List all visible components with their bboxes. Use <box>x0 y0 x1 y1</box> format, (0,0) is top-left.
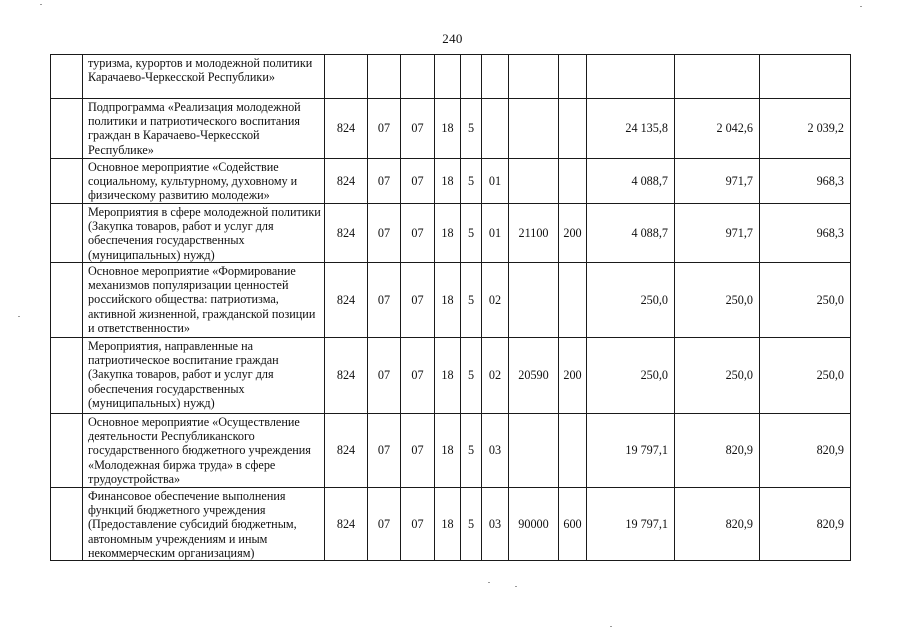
table-row <box>51 414 851 488</box>
subprogram-code: 5 <box>461 338 482 414</box>
subprogram-code <box>461 55 482 99</box>
ved-code <box>325 55 368 99</box>
amount-year-1: 250,0 <box>587 263 675 338</box>
subprogram-code: 5 <box>461 263 482 338</box>
subsection-code: 07 <box>401 99 435 159</box>
program-code: 18 <box>435 159 461 204</box>
amount-year-2: 820,9 <box>675 488 760 561</box>
subsection-code <box>401 55 435 99</box>
section-code: 07 <box>368 338 401 414</box>
subsection-code: 07 <box>401 159 435 204</box>
amount-year-2: 820,9 <box>675 414 760 488</box>
direction-code: 20590 <box>509 338 559 414</box>
amount-year-1: 4 088,7 <box>587 159 675 204</box>
direction-code <box>509 99 559 159</box>
expense-type-code: 600 <box>559 488 587 561</box>
amount-year-2 <box>675 55 760 99</box>
blank-cell <box>51 488 83 561</box>
item-name: Мероприятия в сфере молодежной политики (Закупка товаров, работ и услуг для обеспечения государственных (муниципальных) нужд) <box>83 204 325 263</box>
subprogram-code: 5 <box>461 99 482 159</box>
event-code: 01 <box>482 159 509 204</box>
expense-type-code: 200 <box>559 338 587 414</box>
amount-year-2: 2 042,6 <box>675 99 760 159</box>
amount-year-3: 250,0 <box>760 263 851 338</box>
table-row <box>51 204 851 263</box>
scan-speck <box>40 4 42 5</box>
amount-year-3: 2 039,2 <box>760 99 851 159</box>
amount-year-1: 19 797,1 <box>587 414 675 488</box>
expense-type-code <box>559 159 587 204</box>
program-code <box>435 55 461 99</box>
amount-year-3: 820,9 <box>760 414 851 488</box>
blank-cell <box>51 55 83 99</box>
event-code: 01 <box>482 204 509 263</box>
section-code: 07 <box>368 263 401 338</box>
section-code: 07 <box>368 99 401 159</box>
expense-type-code <box>559 55 587 99</box>
program-code: 18 <box>435 488 461 561</box>
table-row <box>51 99 851 159</box>
program-code: 18 <box>435 414 461 488</box>
amount-year-2: 250,0 <box>675 263 760 338</box>
event-code <box>482 99 509 159</box>
scan-speck <box>18 316 20 317</box>
subsection-code: 07 <box>401 338 435 414</box>
table-row <box>51 159 851 204</box>
event-code: 02 <box>482 263 509 338</box>
event-code <box>482 55 509 99</box>
direction-code <box>509 159 559 204</box>
table-row <box>51 338 851 414</box>
amount-year-1: 19 797,1 <box>587 488 675 561</box>
subsection-code: 07 <box>401 414 435 488</box>
blank-cell <box>51 159 83 204</box>
ved-code: 824 <box>325 159 368 204</box>
event-code: 03 <box>482 414 509 488</box>
ved-code: 824 <box>325 204 368 263</box>
amount-year-1: 4 088,7 <box>587 204 675 263</box>
table-row <box>51 263 851 338</box>
amount-year-1: 24 135,8 <box>587 99 675 159</box>
expense-type-code <box>559 263 587 338</box>
amount-year-1: 250,0 <box>587 338 675 414</box>
section-code: 07 <box>368 204 401 263</box>
amount-year-3: 968,3 <box>760 159 851 204</box>
amount-year-2: 250,0 <box>675 338 760 414</box>
page-number: 240 <box>442 31 463 46</box>
amount-year-2: 971,7 <box>675 204 760 263</box>
section-code <box>368 55 401 99</box>
budget-table-body <box>51 55 851 561</box>
subprogram-code: 5 <box>461 414 482 488</box>
scan-speck <box>610 626 612 627</box>
expense-type-code: 200 <box>559 204 587 263</box>
subsection-code: 07 <box>401 263 435 338</box>
blank-cell <box>51 414 83 488</box>
section-code: 07 <box>368 488 401 561</box>
program-code: 18 <box>435 204 461 263</box>
amount-year-3: 250,0 <box>760 338 851 414</box>
ved-code: 824 <box>325 99 368 159</box>
ved-code: 824 <box>325 488 368 561</box>
item-name: Основное мероприятие «Формирование механизмов популяризации ценностей российского общества: патриотизма, активной жизненной, гражданской позиции и ответственности» <box>83 263 325 338</box>
blank-cell <box>51 263 83 338</box>
amount-year-2: 971,7 <box>675 159 760 204</box>
ved-code: 824 <box>325 338 368 414</box>
section-code: 07 <box>368 159 401 204</box>
scan-speck <box>515 586 517 587</box>
blank-cell <box>51 204 83 263</box>
item-name: туризма, курортов и молодежной политики Карачаево-Черкесской Республики» <box>83 55 325 99</box>
event-code: 02 <box>482 338 509 414</box>
direction-code <box>509 263 559 338</box>
amount-year-3 <box>760 55 851 99</box>
blank-cell <box>51 338 83 414</box>
scan-speck <box>860 6 862 7</box>
scan-speck <box>488 582 490 583</box>
program-code: 18 <box>435 263 461 338</box>
blank-cell <box>51 99 83 159</box>
subsection-code: 07 <box>401 488 435 561</box>
subprogram-code: 5 <box>461 159 482 204</box>
direction-code <box>509 55 559 99</box>
ved-code: 824 <box>325 263 368 338</box>
amount-year-3: 820,9 <box>760 488 851 561</box>
amount-year-1 <box>587 55 675 99</box>
ved-code: 824 <box>325 414 368 488</box>
amount-year-3: 968,3 <box>760 204 851 263</box>
direction-code: 21100 <box>509 204 559 263</box>
item-name: Мероприятия, направленные на патриотическое воспитание граждан (Закупка товаров, работ и услуг для обеспечения государственных (муниципальных) нужд) <box>83 338 325 414</box>
item-name: Финансовое обеспечение выполнения функций бюджетного учреждения (Предоставление субсидий бюджетным, автономным учреждениям и иным некоммерческим организациям) <box>83 488 325 561</box>
direction-code: 90000 <box>509 488 559 561</box>
item-name: Основное мероприятие «Содействие социальному, культурному, духовному и физическому развитию молодежи» <box>83 159 325 204</box>
subprogram-code: 5 <box>461 204 482 263</box>
expense-type-code <box>559 414 587 488</box>
table-row <box>51 488 851 561</box>
event-code: 03 <box>482 488 509 561</box>
expense-type-code <box>559 99 587 159</box>
program-code: 18 <box>435 99 461 159</box>
subprogram-code: 5 <box>461 488 482 561</box>
budget-table <box>50 54 851 561</box>
item-name: Основное мероприятие «Осуществление деятельности Республиканского государственного бюджетного учреждения «Молодежная биржа труда» в сфере трудоустройства» <box>83 414 325 488</box>
item-name: Подпрограмма «Реализация молодежной политики и патриотического воспитания граждан в Карачаево-Черкесской Республике» <box>83 99 325 159</box>
subsection-code: 07 <box>401 204 435 263</box>
table-row <box>51 55 851 99</box>
section-code: 07 <box>368 414 401 488</box>
program-code: 18 <box>435 338 461 414</box>
direction-code <box>509 414 559 488</box>
